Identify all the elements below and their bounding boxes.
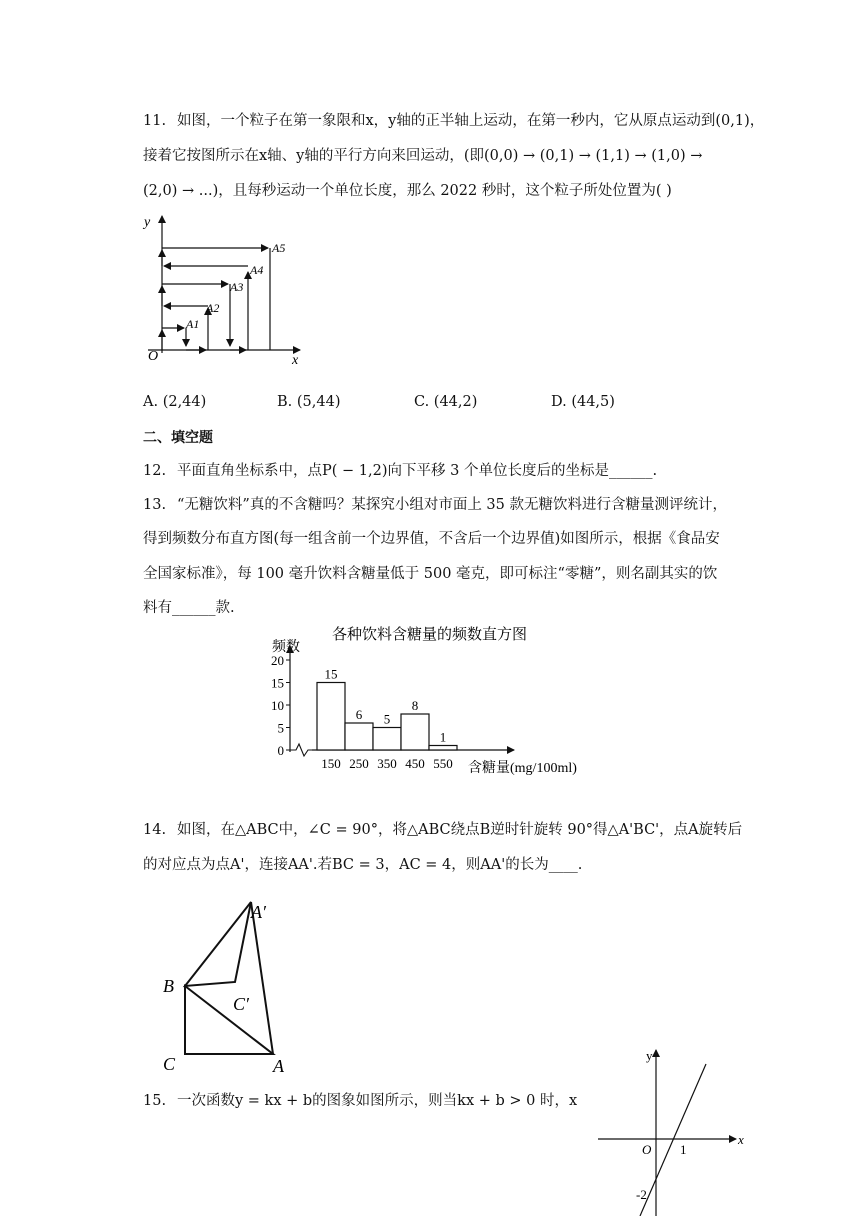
histogram-x-tick-label: 350: [377, 756, 397, 771]
q11-option-b[interactable]: B. (5,44): [277, 394, 341, 410]
q11-a3-label: A3: [230, 280, 244, 294]
histogram-y-tick-label: 0: [277, 743, 284, 758]
q14-label-b: B: [163, 976, 174, 996]
histogram-y-tick-label: 20: [271, 653, 284, 668]
q13-number: 13.: [143, 497, 167, 513]
q12-line: 12. 平面直角坐标系中，点P( − 1,2)向下平移 3 个单位长度后的坐标是______.: [143, 463, 658, 479]
histogram-bar: [429, 746, 457, 751]
histogram-bar-value: 1: [439, 729, 447, 745]
histogram-y-tick-label: 5: [277, 720, 284, 736]
q14-number: 14.: [143, 822, 167, 838]
q11-line-3: (2,0) → ...)，且每秒运动一个单位长度，那么 2022 秒时，这个粒子所处位置为( ): [143, 183, 672, 199]
q14-label-a: A: [273, 1056, 284, 1076]
q11-line-1: 11. 如图，一个粒子在第一象限和x，y轴的正半轴上运动，在第一秒内，它从原点运动到(0,1)，: [143, 113, 765, 129]
histogram-y-tick-label: 10: [271, 698, 284, 713]
histogram-title: 各种饮料含糖量的频数直方图: [332, 625, 528, 643]
section-heading: 二、填空题: [143, 430, 213, 446]
histogram-axis-break: [290, 744, 312, 756]
q11-origin-label: O: [148, 349, 159, 364]
q13-line-4: 料有______款.: [143, 600, 235, 616]
q12-number: 12.: [143, 463, 167, 479]
q15-function-line: [640, 1064, 706, 1216]
histogram-bar: [345, 723, 373, 750]
q11-x-label: x: [292, 353, 299, 368]
q15-one-label: 1: [680, 1142, 687, 1157]
q14-triangle-figure: [155, 890, 305, 1076]
q15-x-label: x: [738, 1132, 744, 1147]
histogram-bar: [373, 728, 401, 751]
q11-option-d[interactable]: D. (44,5): [551, 394, 615, 410]
q14-label-c-prime: C′: [233, 994, 249, 1014]
q14-line-1: 14. 如图，在△ABC中，∠C = 90°，将△ABC绕点B逆时针旋转 90°得△A'BC'，点A旋转后: [143, 822, 743, 838]
q11-a2-label: A2: [206, 301, 220, 315]
q11-option-c[interactable]: C. (44,2): [414, 394, 478, 410]
histogram-y-tick-label: 15: [271, 675, 284, 691]
q11-y-label: y: [144, 215, 151, 230]
histogram-x-tick-label: 250: [349, 756, 369, 771]
histogram-bar-value: 5: [383, 711, 391, 727]
q15-line-graph: [590, 1042, 760, 1216]
q13-line-3: 全国家标准》，每 100 毫升饮料含糖量低于 500 毫克，即可标注“零糖”，则名副其实的饮: [143, 566, 718, 582]
histogram-x-tick-label: 550: [433, 756, 453, 771]
q11-line-2: 接着它按图所示在x轴、y轴的平行方向来回运动，(即(0,0) → (0,1) → (1,1) → (1,0) →: [143, 148, 703, 164]
q11-a1-label: A1: [186, 317, 200, 331]
q14-label-c: C: [163, 1054, 176, 1074]
histogram-bar-value: 6: [355, 707, 363, 722]
q11-a5-label: A5: [272, 241, 286, 255]
histogram-bar-value: 8: [411, 698, 419, 713]
q15-minus-two-label: -2: [636, 1187, 647, 1202]
q13-line-1: 13. “无糖饮料”真的不含糖吗？某探究小组对市面上 35 款无糖饮料进行含糖量测评统计，: [143, 497, 727, 513]
histogram-bar-value: 15: [324, 666, 338, 682]
histogram-x-tick-label: 150: [321, 756, 341, 771]
histogram-xlabel: 含糖量(mg/100ml): [468, 761, 577, 776]
histogram-bar: [317, 683, 345, 751]
q15-origin-label: O: [642, 1142, 652, 1157]
q11-option-a[interactable]: A. (2,44): [143, 394, 207, 410]
q11-a4-label: A4: [250, 263, 264, 277]
q14-label-a-prime: A′: [251, 902, 266, 922]
q13-histogram: [260, 620, 600, 780]
q14-line-2: 的对应点为点A'，连接AA'.若BC = 3，AC = 4，则AA'的长为____.: [143, 857, 583, 873]
q15-y-label: y: [646, 1048, 653, 1063]
q11-number: 11.: [143, 113, 167, 129]
q15-line: 15. 一次函数y = kx + b的图象如图所示，则当kx + b > 0 时，x: [143, 1093, 578, 1109]
q15-number: 15.: [143, 1093, 167, 1109]
histogram-bar: [401, 714, 429, 750]
q13-line-2: 得到频数分布直方图(每一组含前一个边界值，不含后一个边界值)如图所示，根据《食品安: [143, 531, 720, 547]
q11-particle-figure: [140, 208, 310, 380]
histogram-ylabel: 频数: [272, 639, 300, 655]
histogram-x-tick-label: 450: [405, 756, 425, 771]
